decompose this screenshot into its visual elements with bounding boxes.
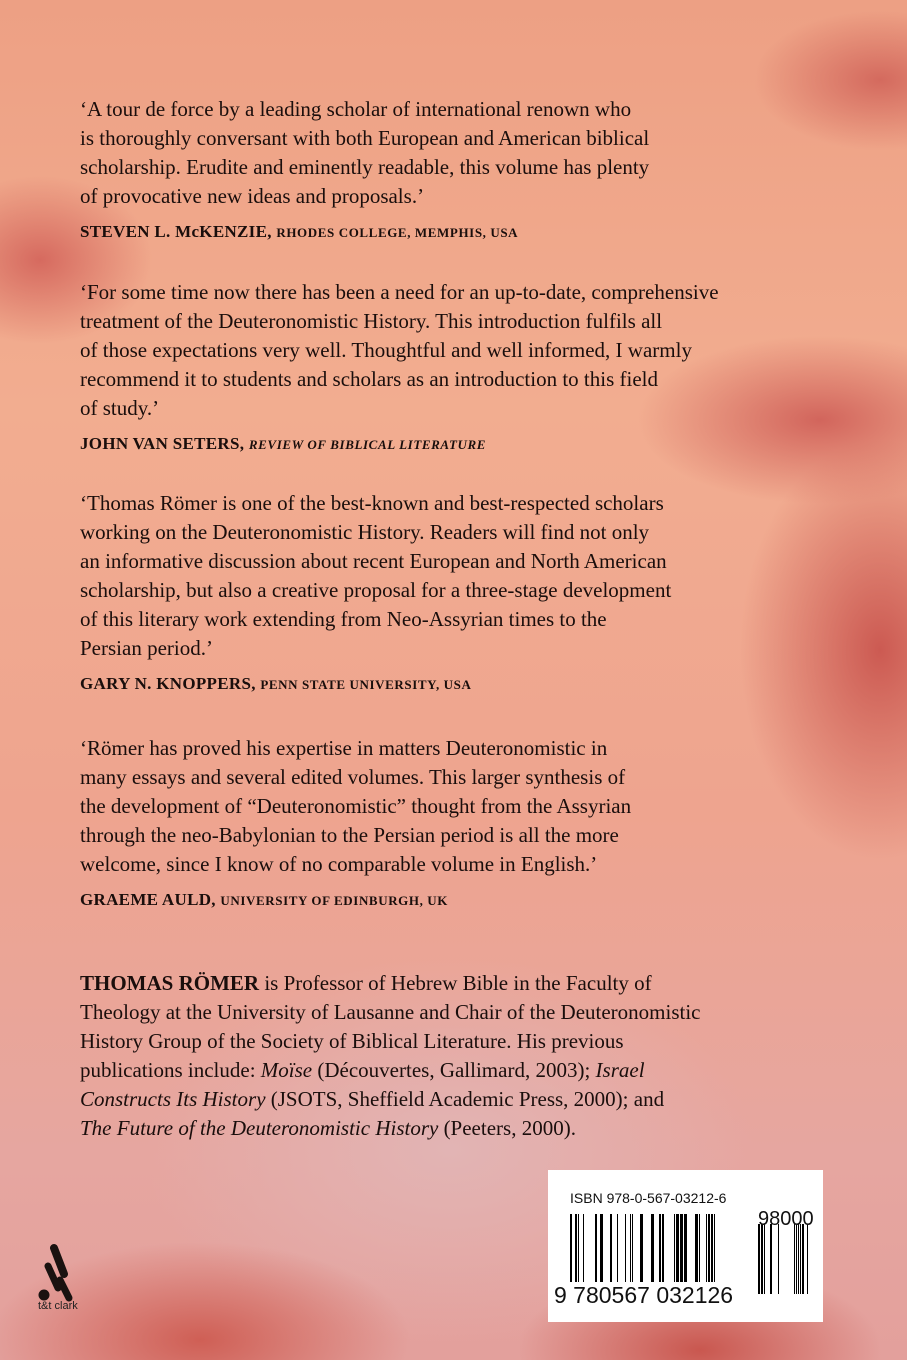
quote-line: of provocative new ideas and proposals.’: [80, 184, 425, 208]
reviewer-affiliation: PENN STATE UNIVERSITY, USA: [260, 677, 472, 692]
quote-line: working on the Deuteronomistic History. Readers will find not only: [80, 520, 650, 544]
review-quote: [80, 95, 649, 247]
barcode-bar: [651, 1214, 654, 1282]
barcode-bar: [578, 1214, 579, 1282]
quote-line: of this literary work extending from Neo-Assyrian times to the: [80, 607, 607, 631]
reviewer-name: STEVEN L. McKENZIE,: [80, 222, 272, 241]
quote-line: ‘Römer has proved his expertise in matters Deuteronomistic in: [80, 736, 608, 760]
bio-title: Constructs Its History: [80, 1087, 266, 1111]
price-code: 98000: [758, 1208, 814, 1230]
quote-line: ‘A tour de force by a leading scholar of international renown who: [80, 97, 632, 121]
quote-line: the development of “Deuteronomistic” thought from the Assyrian: [80, 794, 632, 818]
bio-text: (Peeters, 2000).: [438, 1116, 576, 1140]
review-quote: [80, 278, 719, 459]
barcode-bar: [600, 1214, 603, 1282]
quote-line: many essays and several edited volumes. This larger synthesis of: [80, 765, 626, 789]
quote-line: scholarship. Erudite and eminently readable, this volume has plenty: [80, 155, 650, 179]
barcode-bar: [630, 1214, 631, 1282]
barcode-bar: [610, 1214, 612, 1282]
review-attribution: [80, 429, 719, 459]
quote-line: ‘For some time now there has been a need for an up-to-date, comprehensive: [80, 280, 719, 304]
quote-line: through the neo-Babylonian to the Persian period is all the more: [80, 823, 619, 847]
review-quote: [80, 489, 671, 699]
reviewer-name: GRAEME AULD,: [80, 890, 216, 909]
barcode-bar: [684, 1214, 687, 1282]
barcode-bar: [699, 1214, 700, 1282]
quote-line: of those expectations very well. Thoughtful and well informed, I warmly: [80, 338, 692, 362]
reviewer-affiliation: RHODES COLLEGE, MEMPHIS, USA: [276, 225, 519, 240]
barcode-bar: [706, 1214, 707, 1282]
barcode-bar: [798, 1224, 799, 1294]
quote-line: treatment of the Deuteronomistic History. This introduction fulfils all: [80, 309, 663, 333]
bio-title: The Future of the Deuteronomistic History: [80, 1116, 439, 1140]
barcode-bar: [662, 1214, 664, 1282]
barcode-bar: [640, 1214, 643, 1282]
barcode-bar: [625, 1214, 626, 1282]
barcode-bar: [770, 1224, 772, 1294]
bio-title: Moïse: [260, 1058, 313, 1082]
bio-title: Israel: [595, 1058, 645, 1082]
publisher-name: t&t clark: [38, 1300, 78, 1312]
bio-text: publications include:: [80, 1058, 261, 1082]
reviewer-affiliation: REVIEW OF BIBLICAL LITERATURE: [248, 437, 487, 452]
barcode-bar: [794, 1224, 795, 1294]
barcode-bar: [778, 1224, 779, 1294]
quote-line: ‘Thomas Römer is one of the best-known and best-respected scholars: [80, 491, 664, 515]
barcode-bar: [800, 1224, 801, 1294]
barcode-bar: [595, 1214, 597, 1282]
bio-text: (JSOTS, Sheffield Academic Press, 2000); and: [265, 1087, 665, 1111]
barcode-bar: [708, 1214, 710, 1282]
reviewer-affiliation: UNIVERSITY OF EDINBURGH, UK: [220, 893, 449, 908]
barcode-bar: [674, 1214, 675, 1282]
quote-line: welcome, since I know of no comparable volume in English.’: [80, 852, 598, 876]
bio-author: THOMAS RÖMER: [80, 971, 260, 995]
barcode-bar: [714, 1214, 715, 1282]
quote-line: is thoroughly conversant with both European and American biblical: [80, 126, 650, 150]
barcode-digits: 9 780567 032126: [554, 1282, 734, 1308]
isbn-barcode: [548, 1170, 823, 1322]
author-bio: [80, 969, 701, 1143]
barcode-bar: [570, 1214, 572, 1288]
quote-line: an informative discussion about recent European and North American: [80, 549, 667, 573]
barcode-bar: [695, 1214, 698, 1282]
bio-text: History Group of the Society of Biblical Literature. His previous: [80, 1029, 624, 1053]
barcode-bar: [807, 1224, 808, 1294]
bio-text: Theology at the University of Lausanne and Chair of the Deuteronomistic: [80, 1000, 701, 1024]
quote-line: Persian period.’: [80, 636, 213, 660]
review-quote: [80, 734, 631, 915]
isbn-text: ISBN 978-0-567-03212-6: [570, 1190, 727, 1206]
bio-text: (Découvertes, Gallimard, 2003);: [312, 1058, 596, 1082]
barcode-bar: [583, 1214, 584, 1282]
barcode-bar: [676, 1214, 679, 1282]
quote-line: scholarship, but also a creative proposal for a three-stage development: [80, 578, 672, 602]
barcode-bar: [796, 1224, 797, 1294]
barcode-bar: [659, 1214, 661, 1282]
barcode-bar: [575, 1214, 577, 1282]
review-attribution: [80, 217, 649, 247]
barcode-bar: [680, 1214, 683, 1282]
review-attribution: [80, 885, 631, 915]
reviewer-name: JOHN VAN SETERS,: [80, 434, 245, 453]
bio-text: is Professor of Hebrew Bible in the Faculty of: [259, 971, 652, 995]
barcode-bar: [761, 1224, 763, 1294]
barcode-bar: [802, 1224, 804, 1294]
barcode-bar: [632, 1214, 633, 1282]
review-attribution: [80, 669, 671, 699]
barcode-bar: [758, 1224, 760, 1294]
reviewer-name: GARY N. KNOPPERS,: [80, 674, 256, 693]
quote-line: recommend it to students and scholars as an introduction to this field: [80, 367, 658, 391]
barcode-bar: [764, 1224, 765, 1294]
barcode-bar: [711, 1214, 713, 1282]
barcode-bar: [617, 1214, 618, 1282]
quote-line: of study.’: [80, 396, 160, 420]
